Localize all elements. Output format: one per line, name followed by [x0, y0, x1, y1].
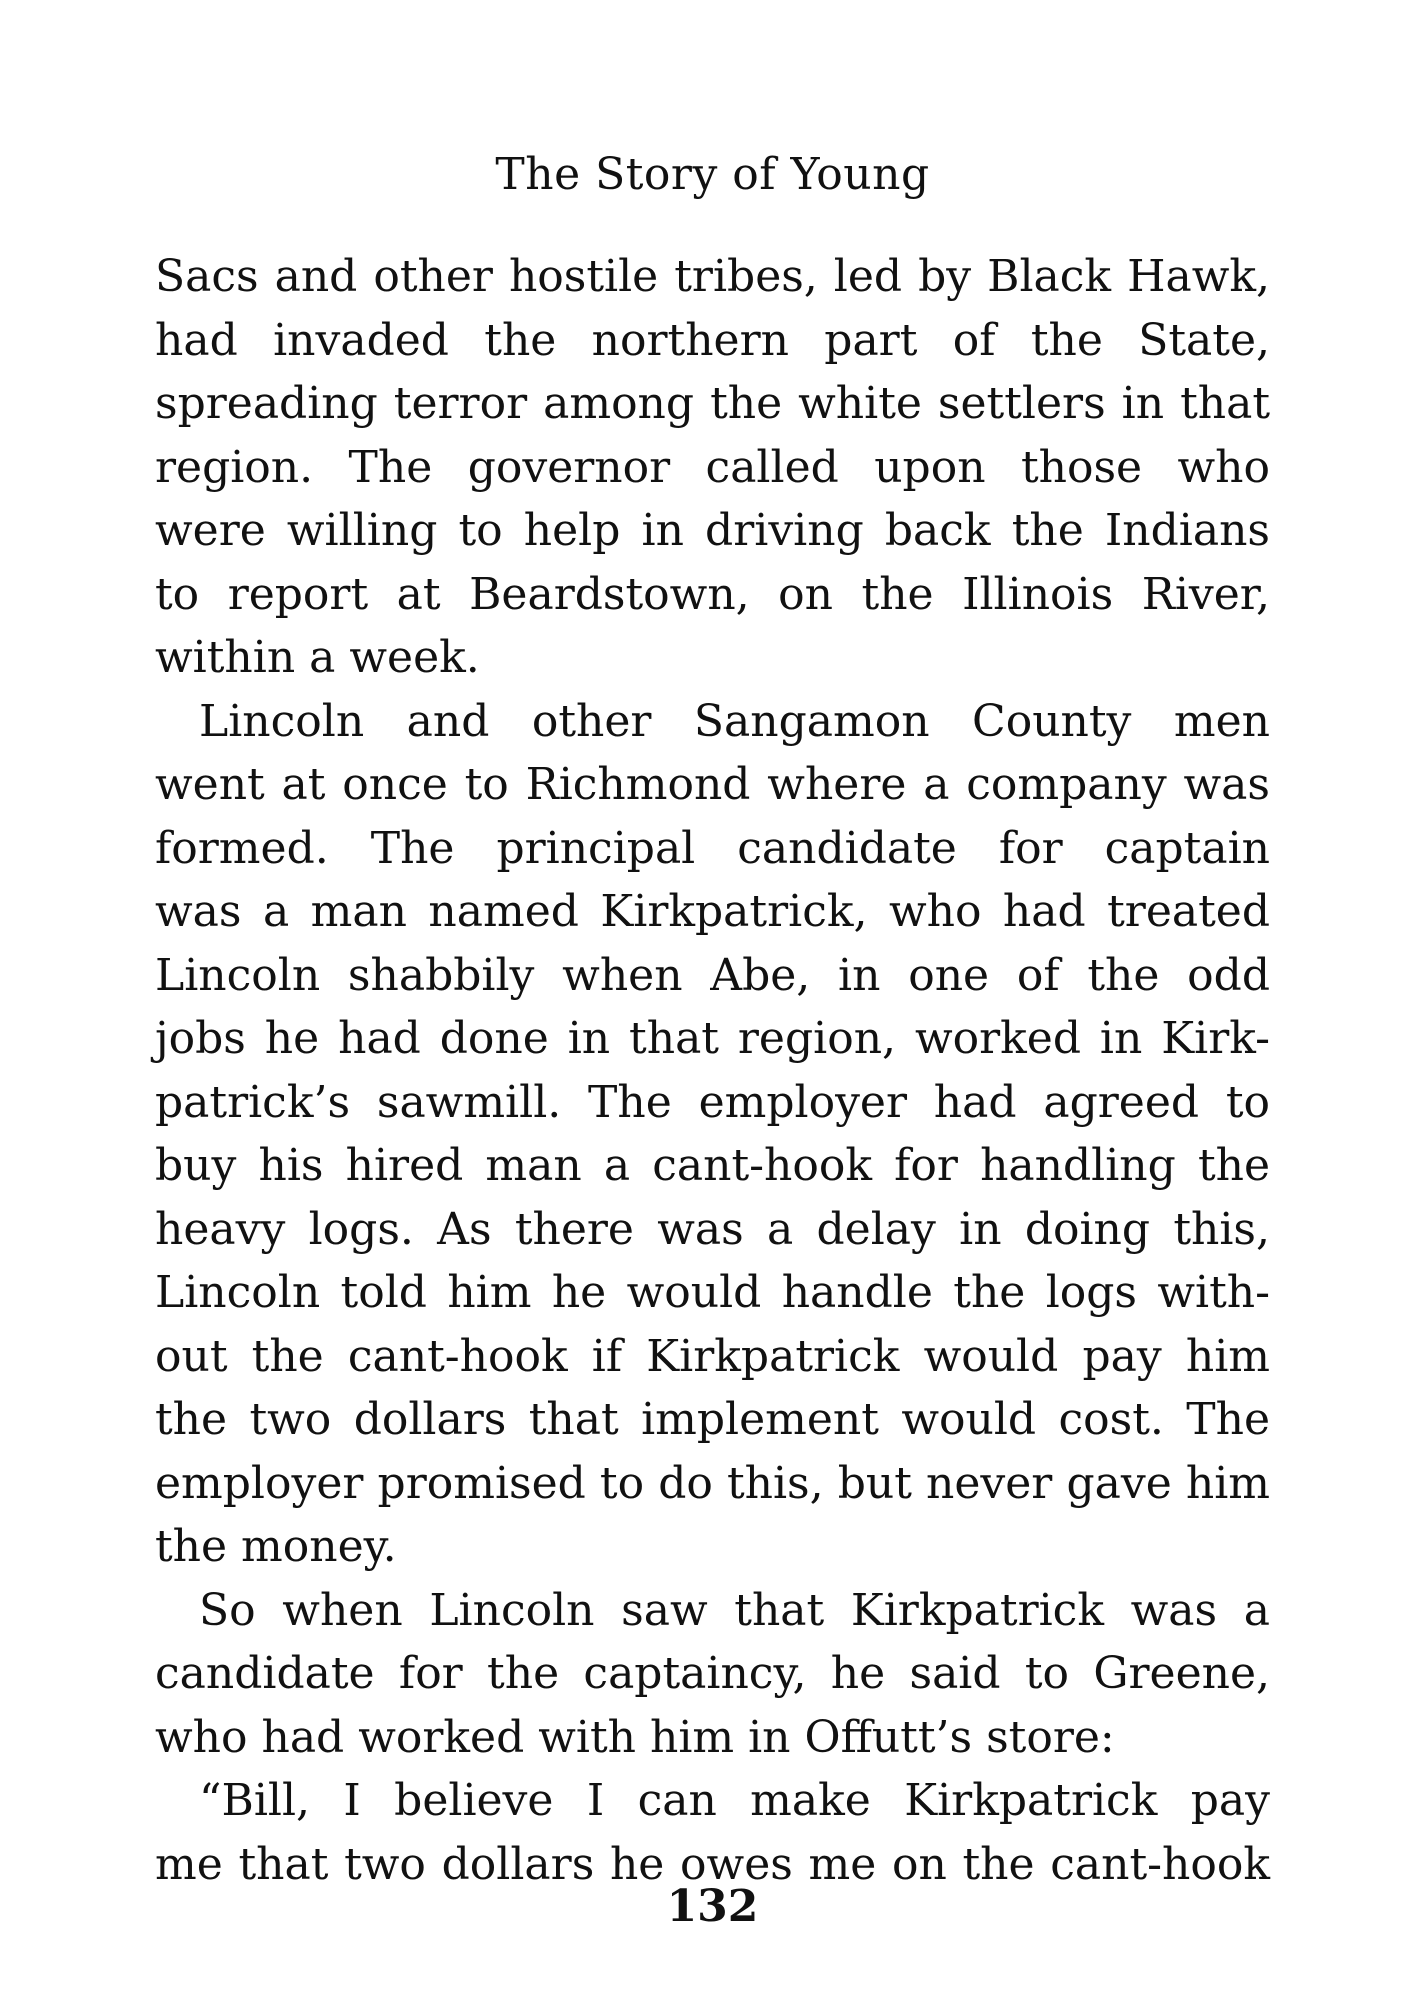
text-line: was a man named Kirkpatrick, who had treated: [155, 886, 1270, 937]
text-line: So when Lincoln saw that Kirkpatrick was a: [199, 1584, 1270, 1636]
text-line: jobs he had done in that region, worked in Kirk-: [155, 1013, 1270, 1064]
text-line: the money.: [155, 1521, 397, 1572]
paragraph-4: [155, 1769, 1270, 1896]
text-line: formed. The principal candidate for captain: [155, 822, 1270, 874]
paragraph-3: [155, 1579, 1270, 1770]
text-line: patrick’s sawmill. The employer had agreed to: [155, 1076, 1270, 1128]
text-line: to report at Beardstown, on the Illinois River,: [155, 568, 1270, 620]
text-line: out the cant-hook if Kirkpatrick would pay him: [155, 1330, 1270, 1382]
text-line: Sacs and other hostile tribes, led by Black Hawk,: [155, 251, 1270, 302]
text-line: buy his hired man a cant-hook for handling the: [155, 1140, 1270, 1191]
paragraph-2: [155, 690, 1270, 1579]
body-text: [155, 245, 1270, 1896]
text-line: Lincoln shabbily when Abe, in one of the odd: [155, 949, 1270, 1001]
running-head: The Story of Young: [495, 149, 930, 200]
text-line: employer promised to do this, but never gave him: [155, 1457, 1270, 1509]
text-line: candidate for the captaincy, he said to Greene,: [155, 1648, 1270, 1699]
text-line: the two dollars that implement would cost. The: [155, 1394, 1270, 1445]
text-line: spreading terror among the white settlers in that: [155, 378, 1270, 429]
text-line: Lincoln and other Sangamon County men: [199, 695, 1270, 747]
text-line: had invaded the northern part of the State,: [155, 314, 1270, 366]
text-line: “Bill, I believe I can make Kirkpatrick pay: [199, 1775, 1270, 1826]
text-line: Lincoln told him he would handle the logs with-: [155, 1267, 1270, 1318]
text-line: were willing to help in driving back the Indians: [155, 505, 1270, 556]
text-line: went at once to Richmond where a company was: [155, 759, 1270, 810]
text-line: heavy logs. As there was a delay in doing this,: [155, 1203, 1270, 1255]
paragraph-1: [155, 245, 1270, 690]
page-number: 132: [666, 1881, 759, 1932]
text-line: within a week.: [155, 632, 480, 683]
text-line: me that two dollars he owes me on the cant-hook: [155, 1838, 1270, 1890]
text-line: who had worked with him in Offutt’s store:: [155, 1711, 1115, 1763]
text-line: region. The governor called upon those who: [155, 441, 1270, 493]
